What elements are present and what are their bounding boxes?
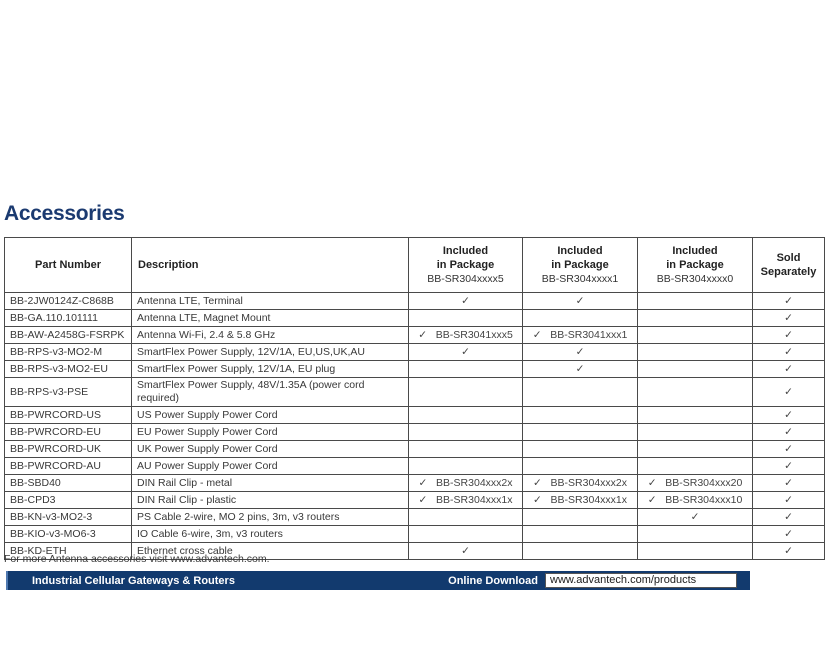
table-row [5,344,825,361]
footnote: For more Antenna accessories visit www.advantech.com. [4,553,270,565]
included-pkg-xxxx0-cell [638,543,753,560]
table-row [5,361,825,378]
table-row [5,407,825,424]
part-number-cell: BB-RPS-v3-MO2-EU [5,361,132,378]
part-number-cell: BB-RPS-v3-MO2-M [5,344,132,361]
sold-label: Sold [776,252,801,264]
part-number-cell: BB-AW-A2458G-FSRPK [5,327,132,344]
included-pkg-xxxx0-cell: ✓ [638,509,753,526]
included-label: Included [442,245,489,257]
sold-separately-cell: ✓ [753,441,825,458]
sold-separately-cell: ✓ [753,526,825,543]
included-pkg-xxxx0-cell: ✓ BB-SR304xxx10 [638,492,753,509]
description-cell: UK Power Supply Power Cord [132,441,409,458]
included-pkg-xxxx1-cell [523,424,638,441]
included-pkg-xxxx0-cell [638,361,753,378]
package-model-xxxx1: BB-SR304xxxx1 [541,273,619,285]
download-url-box[interactable]: www.advantech.com/products [545,573,737,588]
sold-separately-cell: ✓ [753,327,825,344]
column-header-included-package-xxxx5 [409,238,523,293]
included-pkg-xxxx0-cell [638,327,753,344]
part-number-cell: BB-PWRCORD-US [5,407,132,424]
part-number-cell: BB-CPD3 [5,492,132,509]
included-pkg-xxxx0-cell [638,344,753,361]
included-pkg-xxxx5-cell: ✓ BB-SR3041xxx5 [409,327,523,344]
sold-separately-cell: ✓ [753,310,825,327]
table-row [5,475,825,492]
table-row [5,310,825,327]
column-header-sold-separately [753,238,825,293]
part-number-cell: BB-2JW0124Z-C868B [5,293,132,310]
sold-separately-cell: ✓ [753,378,825,407]
column-header-part-number: Part Number [5,238,132,293]
in-package-label: in Package [666,259,724,271]
table-row [5,492,825,509]
in-package-label: in Package [436,259,495,271]
included-pkg-xxxx0-cell [638,378,753,407]
separately-label: Separately [760,266,817,278]
included-pkg-xxxx0-cell [638,310,753,327]
table-row [5,441,825,458]
included-pkg-xxxx5-cell: ✓ [409,293,523,310]
footer-section-title: Industrial Cellular Gateways & Routers [32,574,235,587]
sold-separately-cell: ✓ [753,344,825,361]
included-pkg-xxxx0-cell [638,526,753,543]
description-cell: DIN Rail Clip - plastic [132,492,409,509]
included-label: Included [557,245,603,257]
included-pkg-xxxx1-cell [523,407,638,424]
included-pkg-xxxx1-cell [523,526,638,543]
description-cell: SmartFlex Power Supply, 12V/1A, EU,US,UK,AU [132,344,409,361]
accessories-table-body [5,293,825,560]
description-cell: Antenna Wi-Fi, 2.4 & 5.8 GHz [132,327,409,344]
sold-separately-cell: ✓ [753,407,825,424]
sold-separately-cell: ✓ [753,458,825,475]
part-number-cell: BB-PWRCORD-AU [5,458,132,475]
included-pkg-xxxx5-cell: ✓ [409,543,523,560]
part-number-cell: BB-SBD40 [5,475,132,492]
part-number-cell: BB-KN-v3-MO2-3 [5,509,132,526]
included-pkg-xxxx5-cell [409,310,523,327]
included-pkg-xxxx1-cell: ✓ BB-SR3041xxx1 [523,327,638,344]
description-cell: Antenna LTE, Terminal [132,293,409,310]
included-pkg-xxxx1-cell [523,543,638,560]
included-pkg-xxxx5-cell [409,509,523,526]
included-pkg-xxxx5-cell [409,441,523,458]
sold-separately-cell: ✓ [753,293,825,310]
table-row [5,293,825,310]
included-pkg-xxxx1-cell [523,378,638,407]
accessories-table [4,237,825,560]
part-number-cell: BB-KIO-v3-MO6-3 [5,526,132,543]
description-cell: Ethernet cross cable [132,543,409,560]
included-pkg-xxxx5-cell: ✓ BB-SR304xxx1x [409,492,523,509]
table-row [5,424,825,441]
sold-separately-cell: ✓ [753,492,825,509]
table-row [5,378,825,407]
table-row [5,458,825,475]
included-pkg-xxxx5-cell [409,526,523,543]
description-cell: DIN Rail Clip - metal [132,475,409,492]
column-header-description: Description [132,238,409,293]
part-number-cell: BB-GA.110.101111 [5,310,132,327]
column-header-included-package-xxxx1 [523,238,638,293]
part-number-cell: BB-KD-ETH [5,543,132,560]
included-pkg-xxxx0-cell [638,424,753,441]
table-row [5,327,825,344]
included-pkg-xxxx1-cell: ✓ [523,293,638,310]
table-header-row [5,238,825,293]
included-pkg-xxxx1-cell: ✓ [523,344,638,361]
accessories-table-container [4,237,817,557]
included-pkg-xxxx1-cell: ✓ [523,361,638,378]
included-pkg-xxxx0-cell [638,441,753,458]
description-cell: EU Power Supply Power Cord [132,424,409,441]
page-title: Accessories [4,202,125,225]
included-pkg-xxxx0-cell: ✓ BB-SR304xxx20 [638,475,753,492]
sold-separately-cell: ✓ [753,509,825,526]
description-cell: IO Cable 6-wire, 3m, v3 routers [132,526,409,543]
included-pkg-xxxx1-cell: ✓ BB-SR304xxx2x [523,475,638,492]
included-pkg-xxxx0-cell [638,293,753,310]
included-pkg-xxxx1-cell [523,509,638,526]
description-cell: AU Power Supply Power Cord [132,458,409,475]
online-download-label: Online Download [448,574,538,587]
table-row [5,526,825,543]
description-cell: SmartFlex Power Supply, 48V/1.35A (power cord required) [132,378,409,407]
included-label: Included [672,245,718,257]
included-pkg-xxxx5-cell: ✓ [409,344,523,361]
description-cell: Antenna LTE, Magnet Mount [132,310,409,327]
sold-separately-cell: ✓ [753,543,825,560]
part-number-cell: BB-PWRCORD-EU [5,424,132,441]
part-number-cell: BB-PWRCORD-UK [5,441,132,458]
included-pkg-xxxx0-cell [638,407,753,424]
included-pkg-xxxx5-cell: ✓ BB-SR304xxx2x [409,475,523,492]
description-cell: US Power Supply Power Cord [132,407,409,424]
package-model-xxxx5: BB-SR304xxxx5 [427,273,504,285]
sold-separately-cell: ✓ [753,424,825,441]
included-pkg-xxxx5-cell [409,361,523,378]
column-header-included-package-xxxx0 [638,238,753,293]
sold-separately-cell: ✓ [753,475,825,492]
description-cell: PS Cable 2-wire, MO 2 pins, 3m, v3 routers [132,509,409,526]
description-cell: SmartFlex Power Supply, 12V/1A, EU plug [132,361,409,378]
sold-separately-cell: ✓ [753,361,825,378]
included-pkg-xxxx1-cell: ✓ BB-SR304xxx1x [523,492,638,509]
package-model-xxxx0: BB-SR304xxxx0 [656,273,734,285]
included-pkg-xxxx0-cell [638,458,753,475]
part-number-cell: BB-RPS-v3-PSE [5,378,132,407]
included-pkg-xxxx1-cell [523,458,638,475]
footer-bar [6,571,750,590]
included-pkg-xxxx1-cell [523,441,638,458]
in-package-label: in Package [551,259,609,271]
included-pkg-xxxx1-cell [523,310,638,327]
included-pkg-xxxx5-cell [409,378,523,407]
included-pkg-xxxx5-cell [409,407,523,424]
table-row [5,509,825,526]
included-pkg-xxxx5-cell [409,458,523,475]
included-pkg-xxxx5-cell [409,424,523,441]
